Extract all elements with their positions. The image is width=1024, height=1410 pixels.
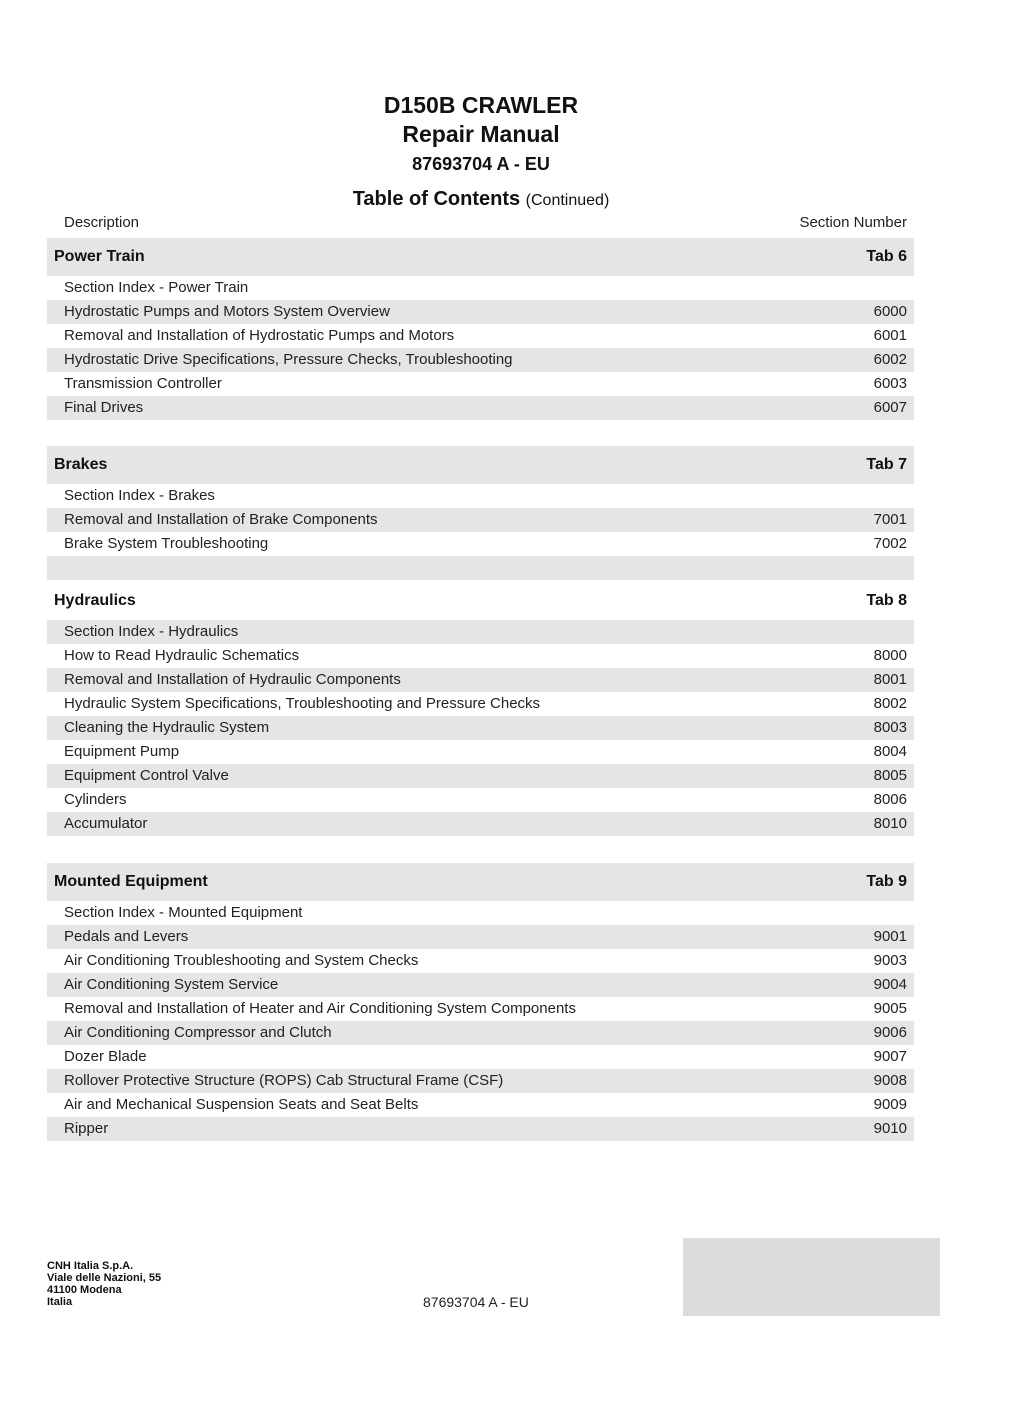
section-tab: Tab 6: [866, 248, 907, 265]
toc-row-number: 9003: [873, 952, 907, 969]
toc-row: [47, 1021, 914, 1045]
toc-row-description: Removal and Installation of Hydrostatic Pumps and Motors: [64, 327, 455, 344]
toc-row-description: Dozer Blade: [64, 1048, 147, 1065]
toc-row-number: 8006: [873, 791, 907, 808]
toc-row: [47, 508, 914, 532]
footer-country: Italia: [47, 1296, 73, 1308]
toc-row: [47, 716, 914, 740]
toc-row: [47, 484, 914, 508]
toc-continued: (Continued): [525, 192, 610, 209]
toc-row-number: 9004: [873, 976, 907, 993]
footer-city: 41100 Modena: [47, 1284, 122, 1296]
toc-section-brakes: [47, 446, 914, 580]
toc-row: [47, 620, 914, 644]
toc-row-number: 9010: [873, 1120, 907, 1137]
toc-row: [47, 973, 914, 997]
toc-row-number: 8004: [873, 743, 907, 760]
section-tab: Tab 8: [866, 592, 907, 609]
toc-row: [47, 324, 914, 348]
section-header: [47, 863, 914, 901]
footer-company: CNH Italia S.p.A.: [47, 1260, 134, 1272]
toc-row: [47, 372, 914, 396]
toc-row-description: Removal and Installation of Brake Components: [64, 511, 378, 528]
toc-row-number: 7001: [873, 511, 907, 528]
toc-row-number: 9001: [873, 928, 907, 945]
toc-row: [47, 348, 914, 372]
toc-row-number: 8010: [873, 815, 907, 832]
toc-row: [47, 997, 914, 1021]
toc-row-description: Hydrostatic Pumps and Motors System Overview: [64, 303, 390, 320]
toc-row: [47, 532, 914, 556]
toc-row-description: Air Conditioning Troubleshooting and System Checks: [64, 952, 419, 969]
toc-label: Table of Contents: [352, 188, 521, 210]
toc-row-number: 9007: [873, 1048, 907, 1065]
toc-row: [47, 396, 914, 420]
toc-row: [47, 644, 914, 668]
toc-row-description: Removal and Installation of Hydraulic Components: [64, 671, 401, 688]
toc-row-description: Cylinders: [64, 791, 127, 808]
toc-row: [47, 740, 914, 764]
toc-row-description: Transmission Controller: [64, 375, 222, 392]
section-divider: [47, 556, 914, 580]
toc-row-description: Hydraulic System Specifications, Troubleshooting and Pressure Checks: [64, 695, 541, 712]
toc-row: [47, 1117, 914, 1141]
toc-row-description: Section Index - Hydraulics: [64, 623, 239, 640]
toc-row-description: Brake System Troubleshooting: [64, 535, 269, 552]
toc-row-number: 6003: [873, 375, 907, 392]
toc-row-number: 8000: [873, 647, 907, 664]
toc-row: [47, 901, 914, 925]
toc-section-power-train: [47, 238, 914, 420]
toc-row-description: Ripper: [64, 1120, 109, 1137]
toc-row-description: Section Index - Power Train: [64, 279, 249, 296]
toc-row-number: 6007: [873, 399, 907, 416]
toc-row: [47, 276, 914, 300]
section-title: Power Train: [54, 248, 145, 265]
toc-row-number: 6001: [873, 327, 907, 344]
toc-row-description: Hydrostatic Drive Specifications, Pressure Checks, Troubleshooting: [64, 351, 513, 368]
footer-street: Viale delle Nazioni, 55: [47, 1272, 162, 1284]
toc-row-description: Equipment Pump: [64, 743, 180, 760]
toc-row-number: 6000: [873, 303, 907, 320]
toc-row-number: 9005: [873, 1000, 907, 1017]
toc-heading: [0, 186, 962, 214]
toc-row-number: 8003: [873, 719, 907, 736]
toc-row: [47, 764, 914, 788]
section-title: Hydraulics: [54, 592, 136, 609]
toc-row-description: Equipment Control Valve: [64, 767, 229, 784]
toc-row: [47, 1045, 914, 1069]
section-header: [47, 446, 914, 484]
toc-row-description: Final Drives: [64, 399, 144, 416]
toc-row-description: Air and Mechanical Suspension Seats and Seat Belts: [64, 1096, 419, 1113]
toc-row-description: Air Conditioning System Service: [64, 976, 279, 993]
section-title: Brakes: [54, 456, 108, 473]
toc-row-description: Removal and Installation of Heater and Air Conditioning System Components: [64, 1000, 576, 1017]
toc-row: [47, 692, 914, 716]
footer-gray-box: [683, 1238, 940, 1316]
column-description: Description: [64, 214, 140, 231]
toc-row: [47, 788, 914, 812]
toc-row-number: 6002: [873, 351, 907, 368]
section-tab: Tab 9: [866, 873, 907, 890]
section-header: [47, 582, 914, 620]
toc-row-description: Cleaning the Hydraulic System: [64, 719, 270, 736]
toc-row-description: Air Conditioning Compressor and Clutch: [64, 1024, 332, 1041]
toc-section-hydraulics: [47, 582, 914, 836]
toc-row-number: 9006: [873, 1024, 907, 1041]
toc-row-number: 8005: [873, 767, 907, 784]
toc-row: [47, 300, 914, 324]
toc-row: [47, 949, 914, 973]
toc-row-number: 9008: [873, 1072, 907, 1089]
footer-document-number: 87693704 A - EU: [423, 1294, 529, 1310]
toc-section-mounted-equipment: [47, 863, 914, 1141]
toc-row-description: Pedals and Levers: [64, 928, 189, 945]
toc-row: [47, 1069, 914, 1093]
document-number: 87693704 A - EU: [412, 154, 550, 174]
toc-row: [47, 925, 914, 949]
toc-row-description: Rollover Protective Structure (ROPS) Cab Structural Frame (CSF): [64, 1072, 504, 1089]
section-title: Mounted Equipment: [54, 873, 208, 890]
toc-row-number: 9009: [873, 1096, 907, 1113]
toc-row-description: How to Read Hydraulic Schematics: [64, 647, 300, 664]
footer-address: [47, 1260, 161, 1308]
toc-row: [47, 668, 914, 692]
document-title: D150B CRAWLER: [383, 92, 579, 118]
toc-row: [47, 1093, 914, 1117]
toc-row-number: 8002: [873, 695, 907, 712]
section-tab: Tab 7: [866, 456, 907, 473]
column-headers: [47, 213, 914, 233]
toc-row-description: Accumulator: [64, 815, 148, 832]
toc-row-number: 8001: [873, 671, 907, 688]
toc-row-description: Section Index - Brakes: [64, 487, 215, 504]
document-subtitle: Repair Manual: [402, 121, 560, 147]
column-section-number: Section Number: [799, 214, 907, 231]
toc-row-number: 7002: [873, 535, 907, 552]
toc-row-description: Section Index - Mounted Equipment: [64, 904, 303, 921]
toc-row: [47, 812, 914, 836]
section-header: [47, 238, 914, 276]
